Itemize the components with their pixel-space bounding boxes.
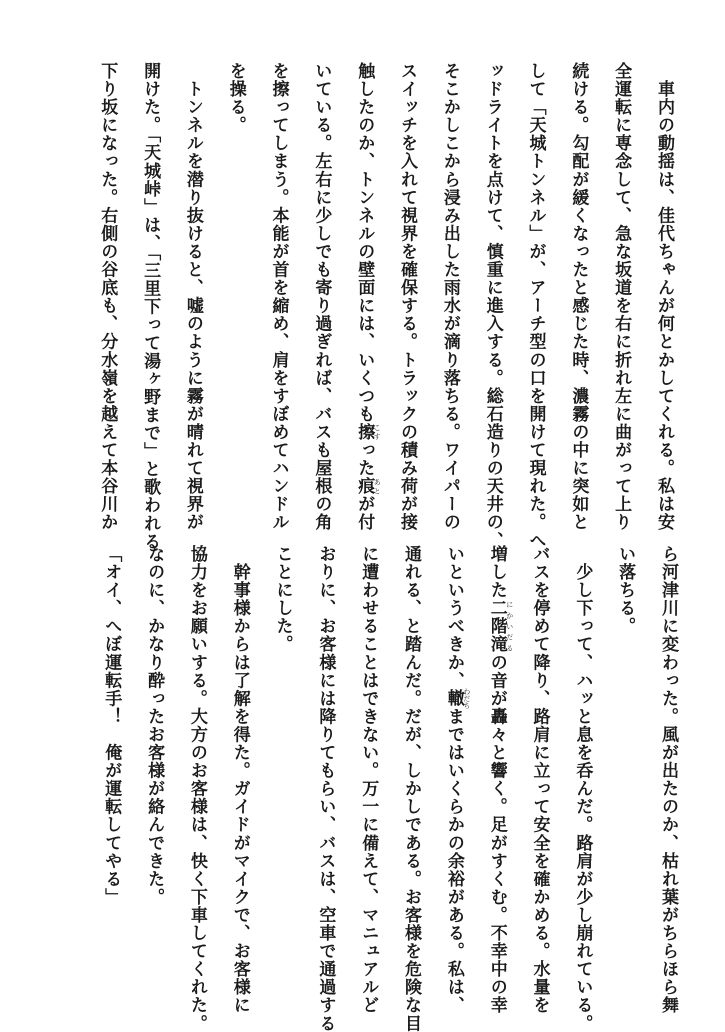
text-line: ッドライトを点けて、慎重に進入する。総石造りの天井の、 [482, 62, 503, 550]
text-line: ことにした。 [272, 545, 293, 654]
text-line-with-ruby [475, 545, 518, 1015]
text-segment: 触したのか、トンネルの壁面には、いくつも [354, 62, 375, 423]
ruby-wadachi: 轍 わだち [443, 687, 471, 709]
text-segment: った [354, 441, 375, 478]
text-line: スイッチを入れて視界を確保する。トラックの積み荷が接 [397, 62, 418, 532]
ruby-text: あと [373, 477, 382, 496]
text-segment: まではいくらかの余裕がある。私は、 [443, 707, 464, 1015]
text-line: おりに、お客様には降りてもらい、バスは、空車で通過する [315, 545, 336, 1032]
text-line: 続ける。勾配が緩くなったと感じた時、濃霧の中に突如と [568, 62, 589, 532]
text-line-with-ruby [342, 62, 385, 532]
text-line: 幹事様からは了解を得た。ガイドがマイクで、お客様に [229, 545, 250, 1015]
text-line: なのに、かなり酔ったお客様が絡んできた。 [144, 545, 165, 906]
ruby-text: こす [373, 423, 382, 442]
text-line: 通れる、と踏んだ。だが、しかしである。お客様を危険な目 [401, 545, 422, 1032]
text-line: に遭わせることはできない。万一に備えて、マニュアルど [358, 545, 379, 1015]
text-line: い落ちる。 [615, 545, 636, 636]
text-line: 開けた。「天城峠」は、「三里下って湯ヶ野まで」と歌われる [140, 62, 161, 551]
text-line: 車内の動揺は、佳代ちゃんが何とかしてくれる。私は安 [654, 62, 674, 532]
text-line: バスを停めて降り、路肩に立って安全を確かめる。水量を [529, 545, 550, 1015]
text-line: ら河津川に変わった。風が出たのか、枯れ葉がちらほら舞 [658, 545, 678, 1015]
text-segment: いというべきか、 [443, 545, 464, 690]
ruby-text: わだち [462, 687, 471, 709]
text-line: を操る。 [225, 62, 246, 135]
ruby-nikaidaru: 二階滝 にかいだる [486, 599, 514, 654]
text-line: 下り坂になった。右側の谷底も、分水嶺を越えて本谷川か [97, 62, 118, 532]
text-column-block-bottom [89, 545, 689, 1032]
text-line: トンネルを潜り抜けると、嘘のように霧が晴れて視界が [182, 62, 203, 532]
ruby-text: にかいだる [505, 599, 514, 654]
text-line: を擦ってしまう。本能が首を縮め、肩をすぼめてハンドル [268, 62, 289, 532]
text-line: 全運転に専念して、急な坂道を右に折れ左に曲がって上り [611, 62, 632, 532]
text-segment: の音が轟々と響く。足がすくむ。不幸中の幸 [486, 653, 507, 1015]
ruby-kosu: 擦 こす [354, 423, 382, 442]
text-line: して「天城トンネル」が、アーチ型の口を開けて現れた。へ [525, 62, 546, 550]
text-column-block-top [85, 62, 685, 551]
text-line: 「オイ、へぼ運転手！ 俺が運転してやる」 [101, 545, 122, 906]
text-line: 少し下って、ハッと息を呑んだ。路肩が少し崩れている。 [572, 545, 593, 1032]
text-line: 協力をお願いする。大方のお客様は、快く下車してくれた。 [186, 545, 207, 1032]
text-line: そこかしこから浸み出した雨水が滴り落ちる。ワイパーの [439, 62, 460, 532]
text-segment: 増した [486, 545, 507, 600]
text-segment: が付 [354, 495, 375, 532]
ruby-ato: 痕 あと [354, 477, 382, 496]
text-line: いている。左右に少しでも寄り過ぎれば、バスも屋根の角 [311, 62, 332, 532]
text-line-with-ruby [432, 545, 475, 1015]
